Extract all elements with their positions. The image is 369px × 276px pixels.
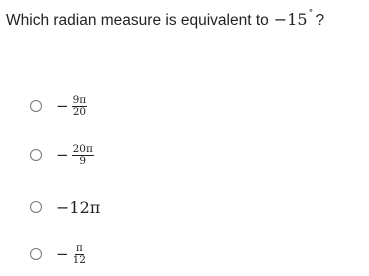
answer-choice-4[interactable] bbox=[30, 240, 87, 268]
choice-label bbox=[56, 243, 87, 266]
numerator: π bbox=[75, 241, 83, 254]
choice-label bbox=[56, 144, 94, 167]
minus-sign: − bbox=[56, 97, 69, 115]
fraction bbox=[72, 144, 94, 167]
minus-sign: − bbox=[56, 146, 69, 164]
question-mark: ? bbox=[315, 12, 325, 29]
choice-label bbox=[56, 198, 100, 217]
denominator: 20 bbox=[72, 105, 87, 118]
numerator: 9π bbox=[72, 93, 87, 106]
fraction bbox=[72, 243, 87, 266]
choice-label bbox=[56, 95, 87, 118]
question-angle-value: −15 bbox=[273, 10, 308, 29]
choice-expression: −12π bbox=[56, 197, 101, 217]
answer-choice-3[interactable] bbox=[30, 193, 100, 221]
answer-choice-2[interactable] bbox=[30, 141, 94, 169]
degree-symbol: ˚ bbox=[308, 10, 314, 21]
question-text bbox=[6, 10, 324, 30]
numerator: 20π bbox=[72, 142, 93, 155]
minus-sign: − bbox=[56, 245, 69, 263]
question-prompt: Which radian measure is equivalent to bbox=[6, 12, 269, 29]
radio-button[interactable] bbox=[30, 248, 42, 260]
fraction bbox=[72, 95, 88, 118]
question-angle bbox=[274, 10, 314, 29]
radio-button[interactable] bbox=[30, 100, 42, 112]
denominator: 12 bbox=[72, 253, 86, 266]
answer-choice-1[interactable] bbox=[30, 92, 87, 120]
radio-button[interactable] bbox=[30, 201, 42, 213]
radio-button[interactable] bbox=[30, 149, 42, 161]
denominator: 9 bbox=[79, 154, 87, 167]
